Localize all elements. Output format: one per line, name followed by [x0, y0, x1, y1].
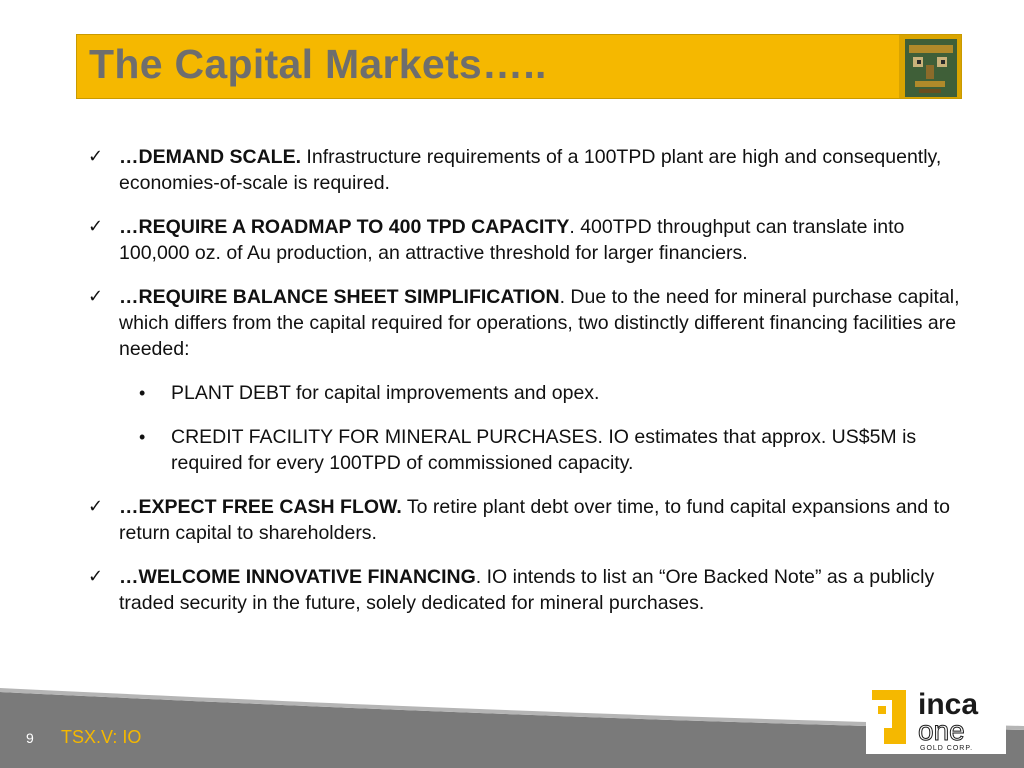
item-lead: …REQUIRE A ROADMAP TO 400 TPD CAPACITY: [119, 216, 570, 238]
page-number: 9: [26, 730, 34, 746]
item-lead: …EXPECT FREE CASH FLOW.: [119, 496, 402, 518]
bullet-icon: •: [139, 427, 146, 447]
slide-body: [88, 144, 968, 634]
item-text: . 400TPD throughput can translate into 100,000 oz. of Au production, an attractive threshold for larger financiers.: [119, 216, 905, 264]
item-lead: …REQUIRE BALANCE SHEET SIMPLIFICATION: [119, 286, 560, 308]
bullet-icon: •: [139, 383, 146, 403]
slide-title: The Capital Markets…..: [89, 41, 547, 87]
list-item: [88, 564, 968, 616]
ticker-symbol: TSX.V: IO: [61, 727, 142, 747]
svg-text:inca: inca: [918, 688, 979, 721]
item-text: . IO intends to list an “Ore Backed Note” as a publicly traded security in the future, solely dedicated for mineral purchases.: [119, 566, 935, 614]
checkmark-icon: ✓: [88, 146, 104, 167]
svg-text:one: one: [918, 715, 965, 746]
sub-list-item: [88, 424, 968, 476]
list-item: [88, 214, 968, 266]
item-lead: …WELCOME INNOVATIVE FINANCING: [119, 566, 476, 588]
item-text: To retire plant debt over time, to fund capital expansions and to return capital to shareholders.: [119, 496, 950, 544]
title-bar: [76, 34, 962, 99]
checkmark-icon: ✓: [88, 286, 104, 307]
list-item: [88, 144, 968, 196]
checkmark-icon: ✓: [88, 496, 104, 517]
item-lead: …DEMAND SCALE.: [119, 146, 302, 168]
inca-one-logo: [866, 684, 1006, 754]
sub-item-text: PLANT DEBT for capital improvements and opex.: [171, 382, 600, 404]
inca-mask-decoration-icon: [899, 35, 961, 99]
sub-item-text: CREDIT FACILITY FOR MINERAL PURCHASES. IO estimates that approx. US$5M is required for every 100TPD of commissioned capacity.: [171, 426, 917, 474]
sub-list-item: [88, 380, 968, 406]
svg-text:GOLD CORP.: GOLD CORP.: [920, 745, 974, 752]
checkmark-icon: ✓: [88, 216, 104, 237]
list-item: [88, 494, 968, 546]
checkmark-icon: ✓: [88, 566, 104, 587]
item-text: . Due to the need for mineral purchase capital, which differs from the capital required for operations, two distinctly different financing facilities are needed:: [119, 286, 960, 360]
list-item: [88, 284, 968, 362]
item-text: Infrastructure requirements of a 100TPD plant are high and consequently, economies-of-scale is required.: [119, 146, 942, 194]
